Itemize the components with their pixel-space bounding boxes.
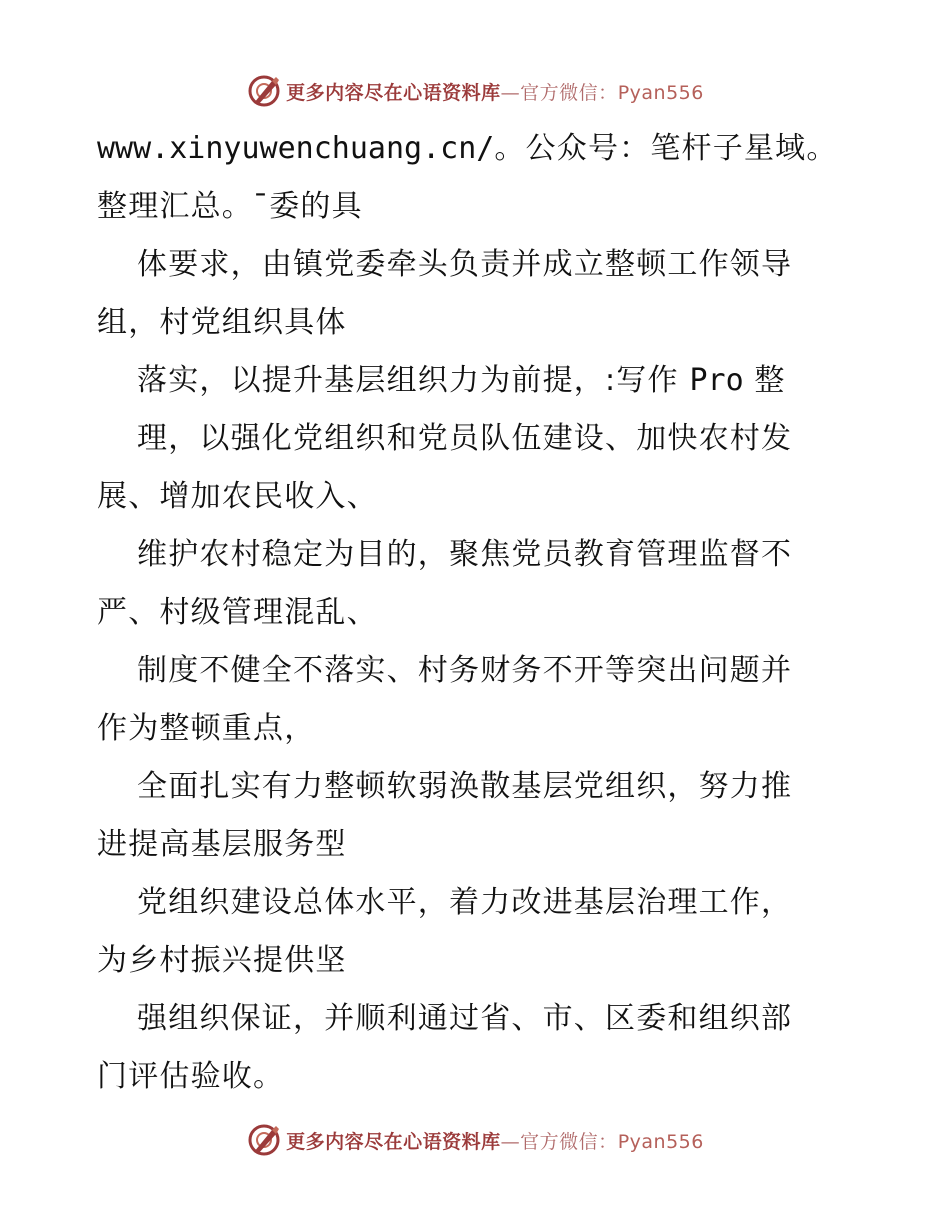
text-line: 理，以强化党组织和党员队伍建设、加快农村发 <box>137 421 793 456</box>
text-line: 门评估验收。 <box>97 1059 285 1094</box>
banner-main: 更多内容尽在心语资料库 <box>286 1130 501 1153</box>
document-body <box>97 120 857 1106</box>
text-line: 进提高基层服务型 <box>97 827 347 862</box>
banner-id: Pyan556 <box>617 1130 704 1153</box>
header-banner <box>0 71 950 111</box>
banner-text <box>286 1127 704 1154</box>
banner-contact: 官方微信： <box>520 1130 618 1153</box>
text-line: 作为整顿重点， <box>97 711 316 746</box>
banner-dash: — <box>500 81 521 104</box>
text-line: 严、村级管理混乱、 <box>97 595 378 630</box>
banner-id: Pyan556 <box>617 81 704 104</box>
text-line: www.xinyuwenchuang.cn/。公众号：笔杆子星域。 <box>97 131 838 166</box>
text-line: 党组织建设总体水平，着力改进基层治理工作， <box>137 885 793 920</box>
footer-banner <box>0 1120 950 1160</box>
text-line: 全面扎实有力整顿软弱涣散基层党组织，努力推 <box>137 769 793 804</box>
pen-logo-icon <box>246 1122 282 1158</box>
banner-dash: — <box>500 1130 521 1153</box>
banner-main: 更多内容尽在心语资料库 <box>286 81 501 104</box>
text-line: 强组织保证，并顺利通过省、市、区委和组织部 <box>137 1001 793 1036</box>
text-line: 制度不健全不落实、村务财务不开等突出问题并 <box>137 653 793 688</box>
banner-contact: 官方微信： <box>520 81 618 104</box>
text-line: 组，村党组织具体 <box>97 305 347 340</box>
website-url: www.xinyuwenchuang.cn/ <box>97 131 495 166</box>
text-line: 体要求，由镇党委牵头负责并成立整顿工作领导 <box>137 247 793 282</box>
text-line: 落实，以提升基层组织力为前提，:写作 Pro 整 <box>137 363 786 398</box>
text-line: 为乡村振兴提供坚 <box>97 943 347 978</box>
pen-logo-icon <box>246 73 282 109</box>
text-line: 整理汇总。¯委的具 <box>97 189 363 224</box>
text-line: 展、增加农民收入、 <box>97 479 378 514</box>
banner-text <box>286 78 704 105</box>
text-line: 维护农村稳定为目的，聚焦党员教育管理监督不 <box>137 537 793 572</box>
